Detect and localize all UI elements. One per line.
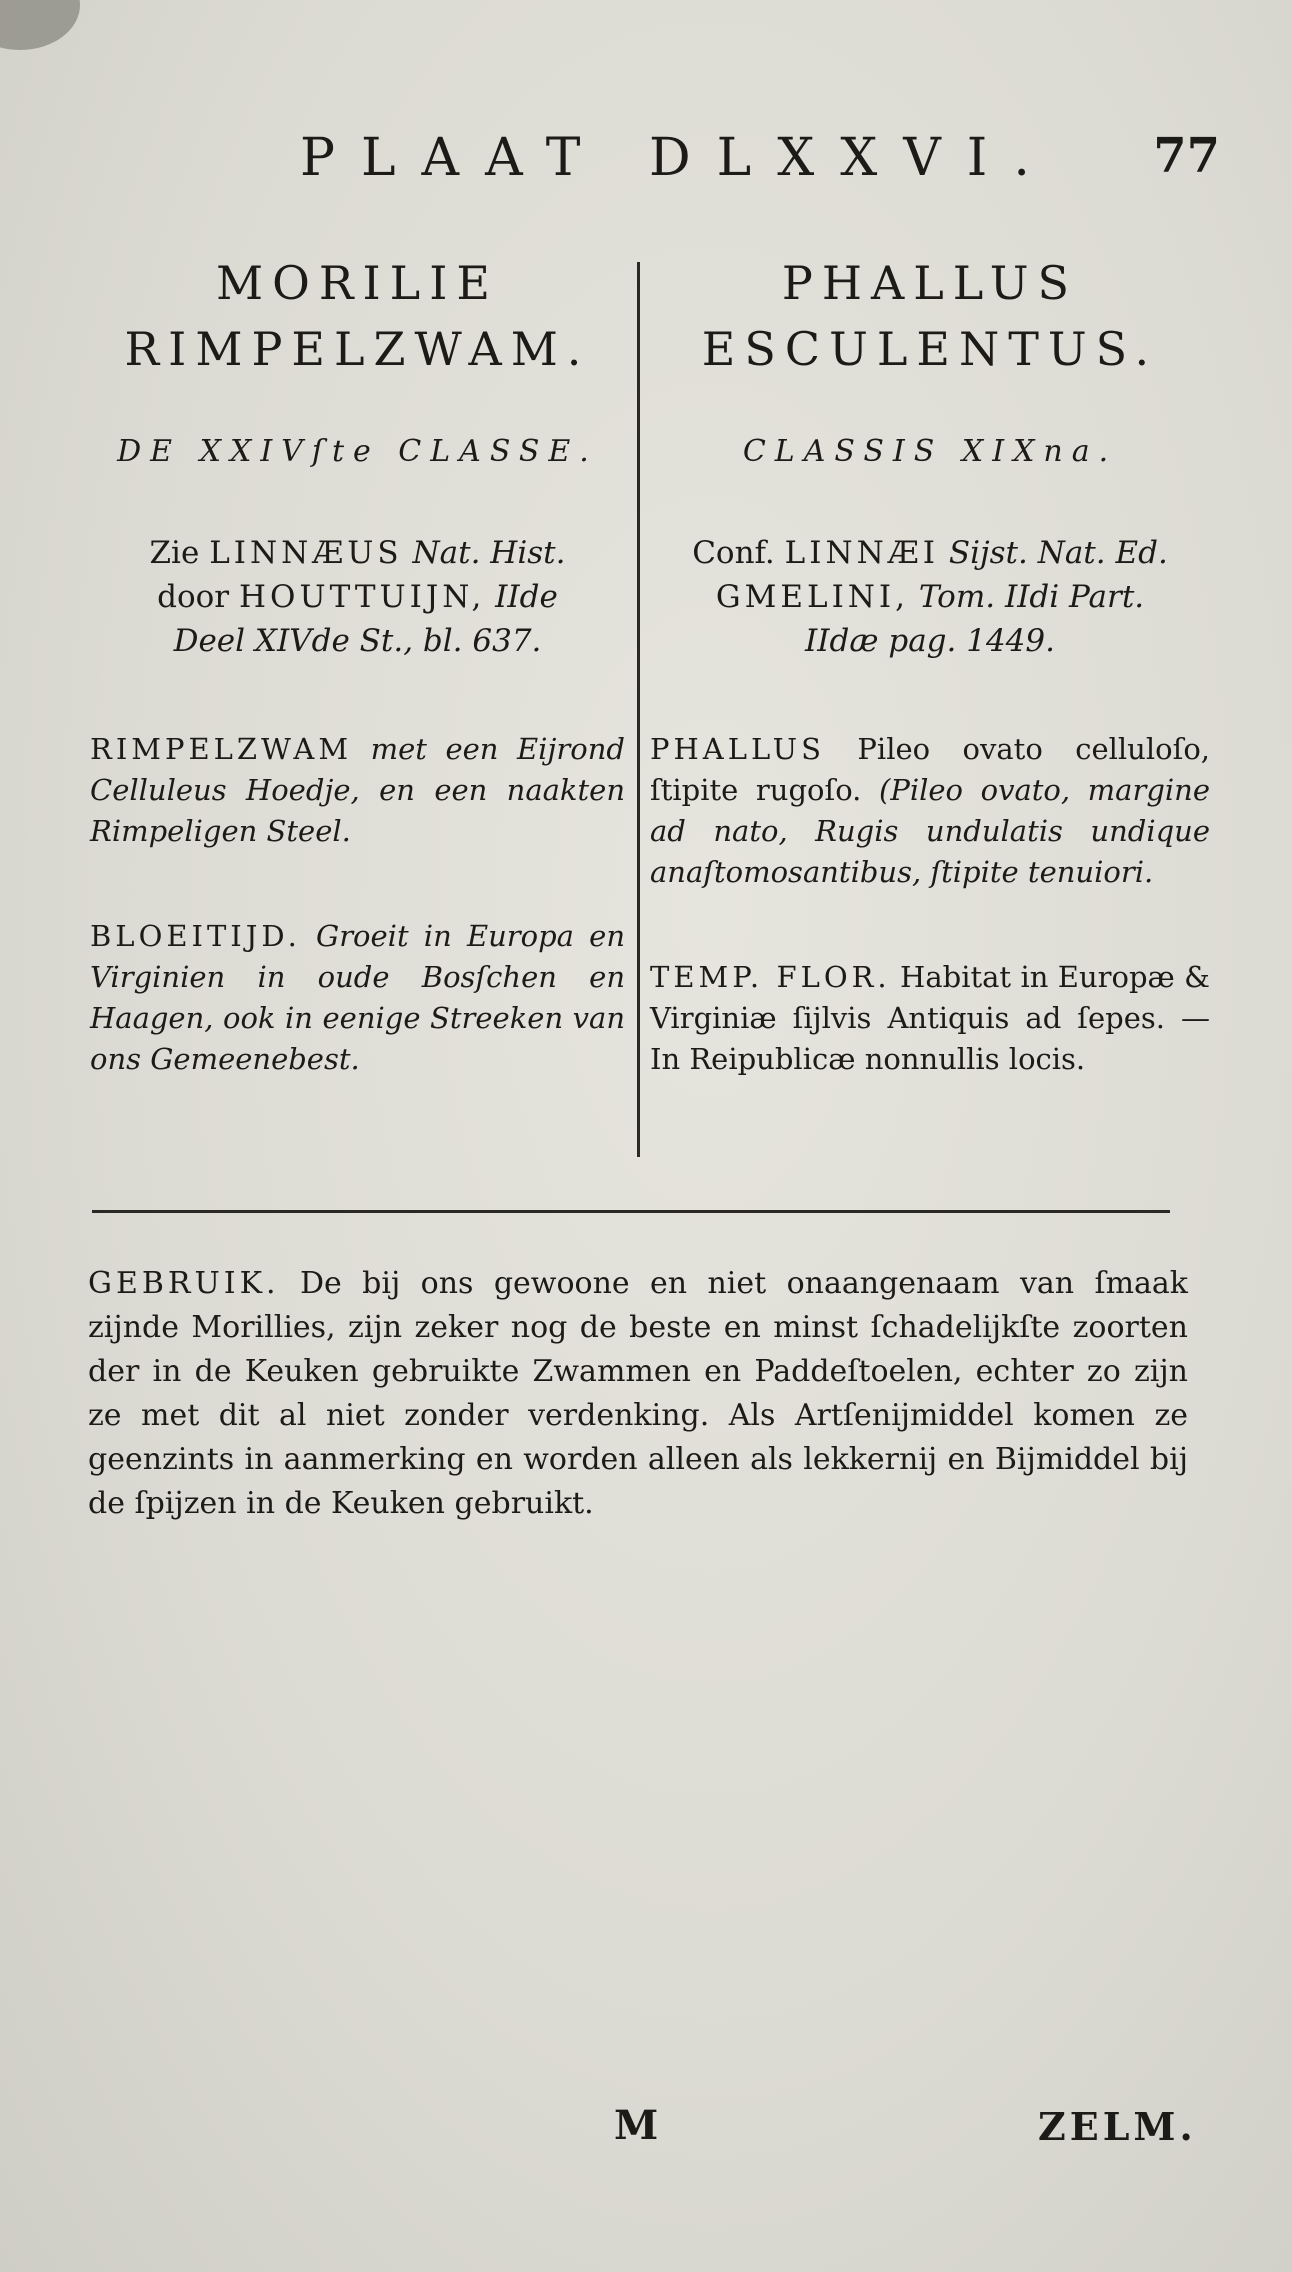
desc-genus: RIMPELZWAM (90, 732, 353, 766)
dutch-title-line2: RIMPELZWAM. (124, 322, 591, 376)
running-head (300, 128, 1220, 198)
flor-text: Habitat in Europæ & Virginiæ ſijlvis Antiquis ad ſepes. — In Reipublicæ nonnullis locis. (650, 960, 1210, 1076)
ref-linnaei: LINNÆI (784, 535, 939, 571)
dutch-title-line1: MORILIE (216, 256, 499, 310)
dutch-reference (90, 531, 625, 663)
signature-mark: M (614, 2102, 659, 2149)
page-number: 77 (1153, 128, 1220, 184)
latin-desc-italic: (Pileo ovato, margine ad nato, Rugis undulatis undique anaſtomosantibus, ſtipite tenuiori. (650, 773, 1211, 889)
corner-shadow (0, 0, 80, 50)
gebruik-paragraph (88, 1262, 1188, 1526)
latin-title-line1: PHALLUS (781, 256, 1079, 310)
ref-pag: IIdæ pag. 1449. (805, 623, 1055, 659)
latin-class: CLASSIS XIXna. (742, 434, 1118, 469)
ref-door: door (157, 579, 230, 615)
latin-title-line2: ESCULENTUS. (701, 322, 1159, 376)
plate-heading: PLAAT DLXXVI. (300, 128, 1056, 188)
left-column (90, 250, 625, 1080)
dutch-class: DE XXIVſte CLASSE. (117, 434, 598, 469)
ref-conf: Conf. (692, 535, 775, 571)
desc-text: met een Eijrond Celluleus Hoedje, en een naakten Rimpeligen Steel. (90, 732, 625, 848)
bloeitijd-label: BLOEITIJD. (90, 919, 301, 953)
section-divider (92, 1210, 1170, 1213)
flor-label: TEMP. FLOR. (650, 960, 891, 994)
latin-desc-genus: PHALLUS (650, 732, 825, 766)
gebruik-label: GEBRUIK. (88, 1266, 280, 1301)
ref-houttuijn: HOUTTUIJN, (239, 579, 486, 615)
dutch-bloeitijd (90, 916, 625, 1080)
catchword: ZELM. (1038, 2104, 1197, 2149)
latin-reference (650, 531, 1210, 663)
right-column (650, 250, 1210, 1080)
ref-zie: Zie (149, 535, 200, 571)
dutch-description (90, 729, 625, 852)
ref-deel: Deel XIVde St., bl. 637. (173, 623, 542, 659)
ref-linnaeus: LINNÆUS (209, 535, 403, 571)
bloeitijd-text: Groeit in Europa en Virginien in oude Bosſchen en Haagen, ook in eenige Streeken van ons Gemeenebest. (90, 919, 625, 1076)
gebruik-text: De bij ons gewoone en niet onaangenaam van ſmaak zijnde Morillies, zijn zeker nog de beste en minst ſchadelijkſte zoorten der in de Keuken gebruikte Zwammen en Paddeſtoelen, echter zo zijn ze met dit al niet zonder verdenking. Als Artſenijmiddel komen ze geenzints in aanmerking en worden alleen als lekkernij en Bijmiddel bij de ſpijzen in de Keuken gebruikt. (88, 1266, 1188, 1521)
ref-syst: Sijst. Nat. Ed. (948, 535, 1168, 571)
latin-flor (650, 957, 1210, 1080)
latin-desc-plain: Pileo ovato celluloſo, ſtipite rugoſo. (650, 732, 1210, 807)
column-divider (637, 262, 640, 1157)
ref-gmelini: GMELINI, (715, 579, 910, 615)
ref-nat-hist: Nat. Hist. (412, 535, 566, 571)
ref-tom: Tom. IIdi Part. (918, 579, 1145, 615)
ref-ilde: IIde (495, 579, 558, 615)
latin-description (650, 729, 1210, 893)
